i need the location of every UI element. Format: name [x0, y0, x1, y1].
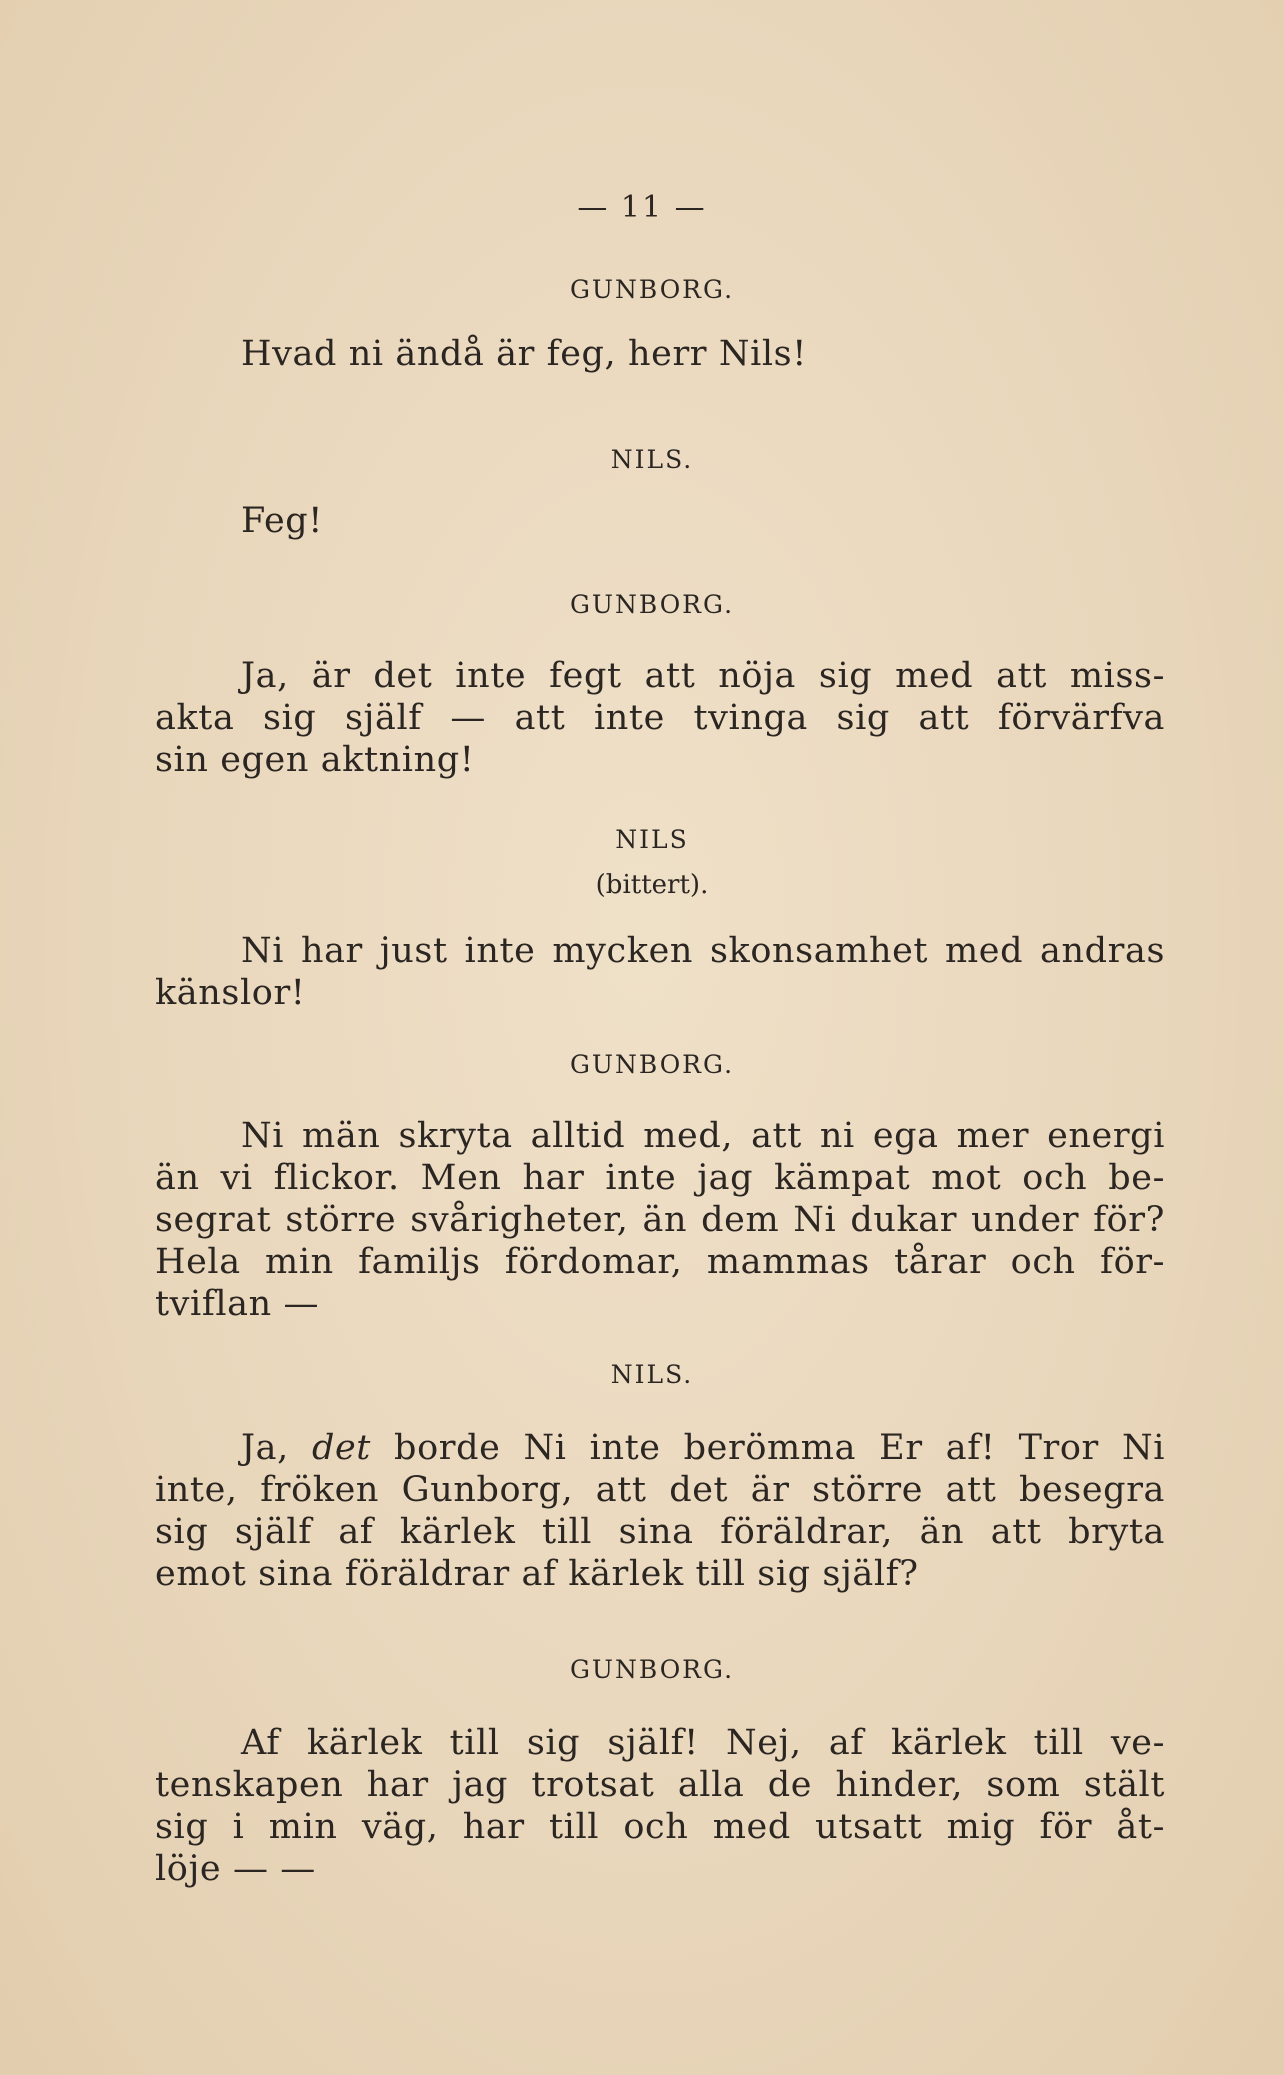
page-number: — 11 —: [577, 190, 707, 225]
speech-line: sig i min väg, har till och med utsatt mig för åt-: [155, 1807, 1165, 1847]
emphasized-word: det: [311, 1428, 371, 1468]
speech-line: tviflan —: [155, 1284, 320, 1324]
speech-line: akta sig själf — att inte tvinga sig att förvärfva: [155, 698, 1165, 738]
speech-line: sin egen aktning!: [155, 740, 475, 780]
speaker-name: GUNBORG.: [569, 590, 735, 619]
speaker-name: NILS.: [610, 1360, 694, 1389]
speech-line: emot sina föräldrar af kärlek till sig själf?: [155, 1554, 919, 1594]
speech-block: [155, 1115, 1165, 1325]
speech-line: sig själf af kärlek till sina föräldrar, än att bryta: [155, 1512, 1165, 1552]
speech-line: segrat större svårigheter, än dem Ni dukar under för?: [155, 1200, 1165, 1240]
speech-block: [155, 655, 1165, 781]
speech-line: Af kärlek till sig själf! Nej, af kärlek till ve-: [241, 1723, 1165, 1763]
speech-line: känslor!: [155, 973, 306, 1013]
speech-line-part: Ja,: [241, 1428, 312, 1468]
speech-line: [155, 1427, 1165, 1469]
speech-line: löje — —: [155, 1849, 316, 1889]
speech-line: än vi flickor. Men har inte jag kämpat mot och be-: [155, 1158, 1165, 1198]
speech-line: Ja, är det inte fegt att nöja sig med att miss-: [241, 656, 1165, 696]
speech-line: Hvad ni ändå är feg, herr Nils!: [241, 334, 807, 374]
speech-line: Ni män skryta alltid med, att ni ega mer energi: [241, 1116, 1165, 1156]
speaker-name: GUNBORG.: [569, 275, 735, 304]
speaker-name: NILS: [615, 825, 689, 854]
speech-block: [155, 1722, 1165, 1890]
speech-block: [155, 333, 1165, 375]
speech-block: [155, 1427, 1165, 1595]
speech-line-part: borde Ni inte berömma Er af! Tror Ni: [370, 1428, 1165, 1468]
speaker-name: NILS.: [610, 445, 694, 474]
speaker-name: GUNBORG.: [569, 1050, 735, 1079]
speech-line: Feg!: [241, 501, 323, 541]
speech-line: tenskapen har jag trotsat alla de hinder, som stält: [155, 1765, 1165, 1805]
speech-line: Hela min familjs fördomar, mammas tårar och för-: [155, 1242, 1165, 1282]
speech-block: [155, 500, 1165, 542]
speech-line: Ni har just inte mycken skonsamhet med andras: [241, 931, 1165, 971]
speech-line: inte, fröken Gunborg, att det är större att besegra: [155, 1470, 1165, 1510]
speech-block: [155, 930, 1165, 1014]
speaker-name: GUNBORG.: [569, 1655, 735, 1684]
stage-direction: (bittert).: [595, 870, 709, 900]
